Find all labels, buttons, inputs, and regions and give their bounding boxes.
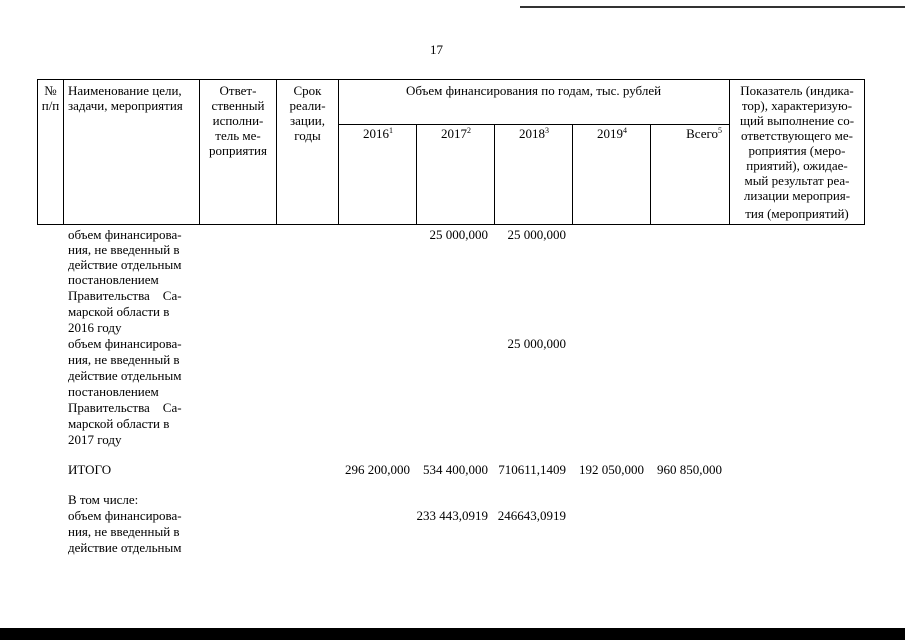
row-text-line: действие отдельным: [68, 540, 182, 555]
header-col-indicator-line: лизации мероприя-: [743, 188, 851, 203]
total-label: ИТОГО: [68, 462, 112, 477]
header-col-executor-line: ственный: [211, 98, 265, 113]
header-col-executor-line: Ответ-: [219, 83, 257, 98]
row-text-line: объем финансирова-: [68, 508, 182, 523]
row-text-line: марской области в: [68, 304, 170, 319]
row-text-line: В том числе:: [68, 492, 139, 507]
row-text-line: Правительства Са-: [68, 400, 182, 415]
header-col-indicator-line: щий выполнение со-: [739, 113, 855, 128]
header-year-2019: 2019$^4$: [597, 126, 627, 141]
cell-total: 960 850,000: [657, 462, 722, 477]
row-text-line: действие отдельным: [68, 257, 182, 272]
cell-2017: 233 443,0919: [416, 508, 488, 523]
cell-2018: 25 000,000: [507, 227, 566, 242]
row-text-line: ния, не введенный в: [68, 524, 180, 539]
header-col-name-line: задачи, мероприятия: [68, 98, 183, 113]
header-col-num-line: №: [44, 83, 57, 98]
row-text-line: 2016 году: [68, 320, 122, 335]
cell-2017: 534 400,000: [423, 462, 488, 477]
header-col-term-line: годы: [294, 128, 321, 143]
header-col-indicator-line: тор), характеризую-: [741, 98, 853, 113]
row-text-line: постановлением: [68, 384, 159, 399]
header-year-2018: 2018$^3$: [519, 126, 549, 141]
cell-2019: 192 050,000: [579, 462, 644, 477]
row-text-line: объем финансирова-: [68, 227, 182, 242]
header-col-executor-line: тель ме-: [215, 128, 261, 143]
header-col-indicator-line: ответствующего ме-: [741, 128, 853, 143]
header-col-name-line: Наименование цели,: [68, 83, 182, 98]
cell-2016: 296 200,000: [345, 462, 410, 477]
cell-2017: 25 000,000: [429, 227, 488, 242]
row-text-line: марской области в: [68, 416, 170, 431]
row-text-line: Правительства Са-: [68, 288, 182, 303]
header-year-2017: 2017$^2$: [441, 126, 471, 141]
header-year-2016: 2016$^1$: [363, 126, 393, 141]
row-text-line: объем финансирова-: [68, 336, 182, 351]
header-col-indicator-line: роприятия (меро-: [748, 143, 846, 158]
header-col-indicator-line: тия (мероприятий): [745, 206, 849, 221]
row-text-line: ния, не введенный в: [68, 242, 180, 257]
header-col-term-line: зации,: [289, 113, 326, 128]
row-text-line: 2017 году: [68, 432, 122, 447]
cell-2018: 25 000,000: [507, 336, 566, 351]
row-text-line: постановлением: [68, 272, 159, 287]
header-col-term-line: Срок: [293, 83, 322, 98]
header-year-total: Всего$^5$: [686, 126, 722, 141]
header-col-term-line: реали-: [289, 98, 326, 113]
header-col-indicator-line: приятий), ожидае-: [746, 158, 848, 173]
header-col-indicator-line: мый результат реа-: [744, 173, 850, 188]
top-rule: [520, 6, 905, 8]
cell-2018: 710611,1409: [498, 462, 566, 477]
header-col-executor-line: роприятия: [208, 143, 267, 158]
header-funding-title: Объем финансирования по годам, тыс. рублей: [405, 83, 662, 98]
bottom-band: [0, 628, 905, 640]
header-col-executor-line: исполни-: [212, 113, 264, 128]
cell-2018: 246643,0919: [497, 508, 566, 523]
header-col-num-line: п/п: [41, 98, 60, 113]
header-col-indicator-line: Показатель (индика-: [740, 83, 854, 98]
row-text-line: действие отдельным: [68, 368, 182, 383]
page-number: 17: [430, 42, 443, 57]
row-text-line: ния, не введенный в: [68, 352, 180, 367]
